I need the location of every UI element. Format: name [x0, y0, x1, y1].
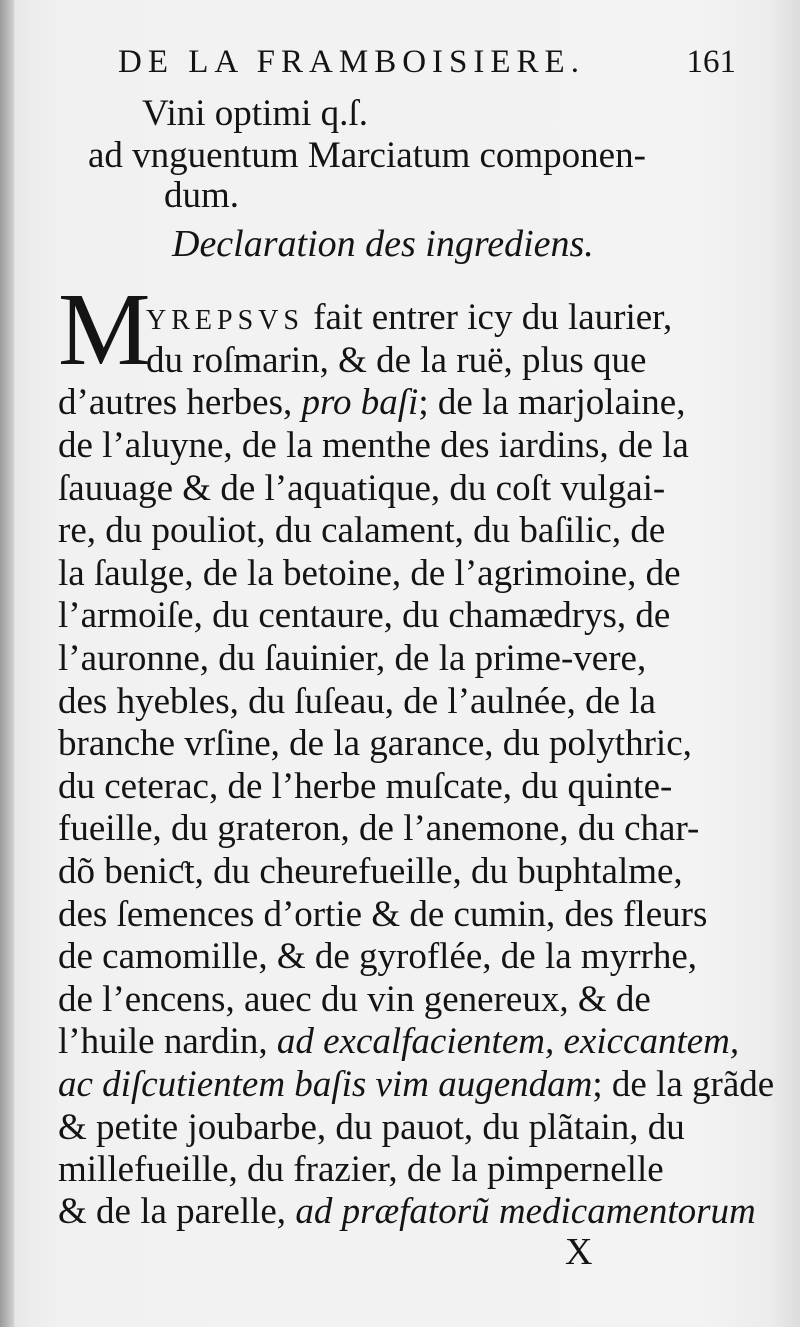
body-line-18 — [58, 1020, 739, 1064]
body-line-5: ſauuage & de l’aquatique, du coſt vulgai- — [58, 468, 666, 509]
first-word-rest: YREPSVS — [146, 305, 304, 336]
running-head-title: DE LA FRAMBOISIERE. — [118, 44, 585, 80]
page-gutter-shadow — [0, 0, 14, 1327]
body-line-11: branche vrſine, de la garance, du polythric, — [58, 723, 692, 764]
body-line-3 — [58, 381, 685, 425]
body-line-1 — [146, 296, 672, 343]
body-line-3-c: ; de la marjolaine, — [418, 382, 686, 423]
body-line-1-text: fait entrer icy du laurier, — [313, 297, 673, 338]
body-line-18-a: l’huile nardin, — [58, 1021, 277, 1062]
body-line-19 — [58, 1063, 774, 1107]
recipe-line-3: dum. — [164, 175, 240, 216]
body-line-9: l’auronne, du ſauinier, de la prime-vere, — [58, 638, 647, 679]
body-line-13: fueille, du grateron, de l’anemone, du char- — [58, 808, 700, 849]
body-line-6: re, du pouliot, du calament, du baſilic, de — [58, 510, 666, 551]
drop-cap: M — [58, 272, 151, 387]
body-line-14: dõ beniƈt, du cheurefueille, du buphtalme, — [58, 851, 683, 892]
body-line-10: des hyebles, du ſuſeau, de l’aulnée, de la — [58, 681, 656, 722]
recipe-line-1: Vini optimi q.ſ. — [142, 93, 368, 134]
body-line-22-a: & de la parelle, — [58, 1191, 296, 1232]
catchword-signature: X — [565, 1231, 593, 1273]
body-line-15: des ſemences d’ortie & de cumin, des fleurs — [58, 894, 708, 935]
section-heading: Declaration des ingrediens. — [172, 223, 594, 265]
body-line-2: du roſmarin, & de la ruë, plus que — [146, 340, 647, 381]
latin-phrase-excalfacientem: ad excalfacientem, exiccantem, — [276, 1021, 740, 1062]
latin-phrase-praefatorum: ad præfatorũ medicamentorum — [295, 1191, 756, 1232]
body-line-22 — [58, 1190, 756, 1234]
body-line-12: du ceterac, de l’herbe muſcate, du quinte- — [58, 766, 673, 807]
latin-phrase-discutientem: ac diſcutientem baſis vim augendam — [58, 1064, 593, 1105]
body-line-19-b: ; de la grãde — [592, 1064, 775, 1105]
running-head — [118, 44, 736, 88]
body-line-8: l’armoiſe, du centaure, du chamædrys, de — [58, 595, 671, 636]
body-line-4: de l’aluyne, de la menthe des iardins, de la — [58, 425, 689, 466]
latin-phrase-pro-basi: pro baſi — [301, 382, 419, 423]
body-line-20: & petite joubarbe, du pauot, du plãtain, du — [58, 1107, 685, 1148]
body-line-16: de camomille, & de gyroflée, de la myrrhe, — [58, 936, 698, 977]
body-line-17: de l’encens, auec du vin genereux, & de — [58, 979, 651, 1020]
recipe-line-2: ad vnguentum Marciatum componen- — [88, 135, 646, 176]
body-line-7: la ſaulge, de la betoine, de l’agrimoine, de — [58, 553, 681, 594]
body-line-3-a: d’autres herbes, — [58, 382, 302, 423]
page-number: 161 — [686, 44, 736, 80]
body-line-21: millefueille, du frazier, de la pimpernelle — [58, 1149, 664, 1190]
